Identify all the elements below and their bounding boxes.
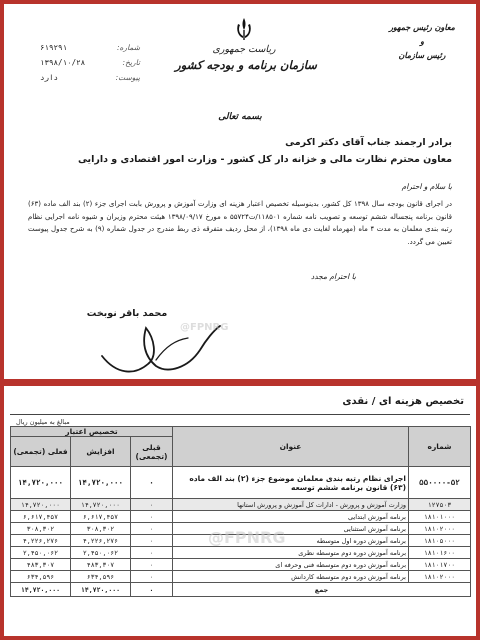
header-code: شماره [409,427,471,467]
department-line1: معاون رئیس جمهور [389,22,455,32]
row-actual: ۴۸۳,۳۰۷ [11,559,71,571]
total-prev: ۰ [131,583,173,597]
department-line3: رئیس سازمان [398,50,446,60]
row-code: ۱۸۱۰۲۰۰۰ [409,523,471,535]
row-code: ۱۸۱۰۲۰۰۰ [409,571,471,583]
total-actual: ۱۴,۷۲۰,۰۰۰ [11,583,71,597]
row-increase: ۴۸۳,۳۰۷ [71,559,131,571]
row-title: برنامه آموزش دوره اول متوسطه [173,535,409,547]
row-actual: ۱۴,۷۲۰,۰۰۰ [11,499,71,511]
allocation-title: تخصیص هزینه ای / نقدی [342,396,464,407]
row-increase: ۲,۴۵۰,۰۶۲ [71,547,131,559]
recipient-line1: برادر ارجمند جناب آقای دکتر اکرمی [285,137,452,148]
total-row [11,583,471,597]
header-actual: فعلی (تجمعی) [11,437,71,467]
salutation: با سلام و احترام [401,182,452,191]
recipient-block [72,134,452,168]
header-title: عنوان [173,427,409,467]
watermark: @FPNRG [208,528,286,547]
header-prev: قبلی (تجمعی) [131,437,173,467]
meta-date: ۱۳۹۸/۱۰/۲۸ [40,58,86,67]
table-row [11,511,471,523]
meta-date-row [40,55,140,70]
row-actual: ۴,۲۲۶,۲۷۶ [11,535,71,547]
row-code: ۵۵۰۰۰۰-۵۲ [409,467,471,499]
allocation-panel [4,386,476,636]
meta-number: ۶۱۹۲۹۱ [40,43,68,52]
row-code: ۱۸۱۰۱۶۰۰ [409,547,471,559]
total-increase: ۱۴,۷۲۰,۰۰۰ [71,583,131,597]
row-increase: ۳۰۸,۳۰۲ [71,523,131,535]
row-code: ۱۸۱۰۱۰۰۰ [409,511,471,523]
row-code: ۱۲۷۵۰۳ [409,499,471,511]
recipient-line2: معاون محترم نظارت مالی و خزانه دار کل کشور - وزارت امور اقتصادی و دارایی [77,154,452,165]
letter-panel [4,4,476,379]
row-title: وزارت آموزش و پرورش - ادارات کل آموزش و پرورش استانها [173,499,409,511]
row-actual: ۳۰۸,۳۰۲ [11,523,71,535]
meta-number-label: شماره: [117,43,140,52]
row-code: ۱۸۱۰۱۷۰۰ [409,559,471,571]
watermark: @FPNRG [180,322,229,333]
row-code: ۱۸۱۰۵۰۰۰ [409,535,471,547]
org-name: سازمان برنامه و بودجه کشور [175,58,317,72]
basmala: بسمه تعالی [218,112,262,122]
row-title: برنامه آموزش دوره دوم متوسطه فنی وحرفه ای [173,559,409,571]
allocation-table [10,426,471,597]
row-prev: ۰ [131,523,173,535]
row-increase: ۱۴,۷۲۰,۰۰۰ [71,499,131,511]
header-increase: افزایش [71,437,131,467]
row-increase: ۴,۲۲۶,۲۷۶ [71,535,131,547]
department-line2: و [420,36,424,46]
row-actual: ۱۴,۷۲۰,۰۰۰ [11,467,71,499]
row-title: اجرای نظام رتبه بندی معلمان موضوع جزء (۲) بند الف ماده (۶۳) قانون برنامه ششم توسعه [173,467,409,499]
unit-note: مبالغ به میلیون ریال [16,418,70,426]
row-prev: ۰ [131,547,173,559]
closing: با احترام مجدد [310,272,356,281]
row-title: برنامه آموزش دوره دوم متوسطه کاردانش [173,571,409,583]
meta-attach: دارد [40,73,59,82]
meta-attach-row [40,70,140,85]
table-row [11,499,471,511]
row-increase: ۶۳۴,۵۹۶ [71,571,131,583]
meta-date-label: تاریخ: [122,58,140,67]
row-title: برنامه آموزش دوره دوم متوسطه نظری [173,547,409,559]
row-increase: ۱۴,۷۲۰,۰۰۰ [71,467,131,499]
row-actual: ۶۳۴,۵۹۶ [11,571,71,583]
row-prev: ۰ [131,511,173,523]
title-divider [10,414,470,415]
row-title: برنامه آموزش ابتدایی [173,511,409,523]
row-actual: ۶,۶۱۷,۴۵۷ [11,511,71,523]
row-prev: ۰ [131,571,173,583]
signer-name: محمد باقر نوبخت [86,308,168,319]
table-header-row [11,427,471,437]
letter-meta [40,40,140,85]
row-prev: ۰ [131,559,173,571]
meta-attach-label: پیوست: [115,73,140,82]
table-row [11,559,471,571]
total-label: جمع [173,583,471,597]
org-presidency: ریاست جمهوری [212,44,276,55]
meta-number-row [40,40,140,55]
letter-body: در اجرای قانون بودجه سال ۱۳۹۸ کل کشور، بدینوسیله تخصیص اعتبار هزینه ای وزارت آموزش و پرورش بابت اجرای جزء (۲) بند الف ماده (۶۳) قانون برنامه پنجساله ششم توسعه و تصویب نامه شماره ۱۱۸۵۰۱/ت۵۵۷۲۴ ه مورخ ۱۳۹۸/۰۹/۱۷ هیئت محترم وزیران و شیوه نامه اجرایی نظام رتبه بندی معلمان به مدت ۴ ماه (مهرماه لغایت دی ماه ۱۳۹۸)، از محل ردیف متفرقه ذی ربط مندرج در جدول شماره (۹) به شرح جدول پیوست تعیین می گردد. [28,200,452,246]
row-prev: ۰ [131,535,173,547]
row-prev: ۰ [131,499,173,511]
iran-emblem-icon [234,16,254,42]
department-block [382,20,462,62]
table-row [11,571,471,583]
row-prev: ۰ [131,467,173,499]
table-row [11,547,471,559]
row-increase: ۶,۶۱۷,۴۵۷ [71,511,131,523]
header-group: تخصیص اعتبار [11,427,173,437]
row-title: برنامه آموزش استثنایی [173,523,409,535]
table-row [11,467,471,499]
row-actual: ۲,۴۵۰,۰۶۲ [11,547,71,559]
